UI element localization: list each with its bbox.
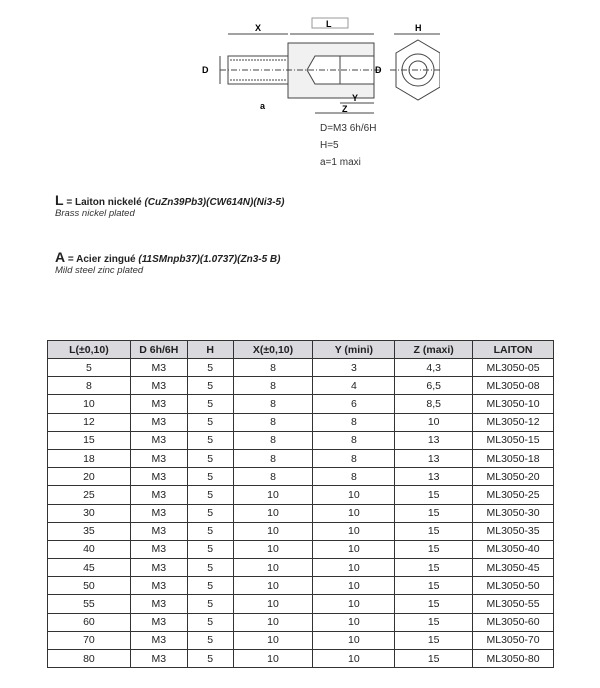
table-cell: ML3050-40 bbox=[473, 540, 554, 558]
table-cell: ML3050-50 bbox=[473, 577, 554, 595]
table-cell: M3 bbox=[130, 504, 187, 522]
table-cell: 8 bbox=[313, 468, 395, 486]
material-name: = Acier zingué bbox=[67, 254, 136, 265]
table-cell: 5 bbox=[187, 577, 233, 595]
table-cell: ML3050-70 bbox=[473, 631, 554, 649]
table-cell: M3 bbox=[130, 395, 187, 413]
table-row bbox=[48, 540, 554, 558]
column-header: Z (maxi) bbox=[395, 341, 473, 359]
table-row bbox=[48, 613, 554, 631]
table-cell: 5 bbox=[187, 559, 233, 577]
table-cell: 4 bbox=[313, 377, 395, 395]
table-cell: 10 bbox=[313, 650, 395, 668]
dim-x-label: X bbox=[255, 23, 262, 33]
table-cell: 8 bbox=[313, 413, 395, 431]
table-cell: 80 bbox=[48, 650, 131, 668]
table-cell: 8 bbox=[313, 449, 395, 467]
table-cell: 15 bbox=[395, 595, 473, 613]
table-cell: 25 bbox=[48, 486, 131, 504]
table-cell: 50 bbox=[48, 577, 131, 595]
table-cell: ML3050-45 bbox=[473, 559, 554, 577]
table-row bbox=[48, 449, 554, 467]
table-row bbox=[48, 468, 554, 486]
table-cell: M3 bbox=[130, 449, 187, 467]
table-cell: 5 bbox=[187, 449, 233, 467]
table-cell: 35 bbox=[48, 522, 131, 540]
table-row bbox=[48, 504, 554, 522]
table-cell: M3 bbox=[130, 577, 187, 595]
table-cell: 70 bbox=[48, 631, 131, 649]
table-cell: 15 bbox=[395, 504, 473, 522]
table-cell: M3 bbox=[130, 631, 187, 649]
table-cell: 5 bbox=[187, 540, 233, 558]
table-cell: M3 bbox=[130, 559, 187, 577]
table-cell: 5 bbox=[187, 504, 233, 522]
table-cell: 10 bbox=[313, 504, 395, 522]
table-cell: 5 bbox=[187, 631, 233, 649]
table-cell: ML3050-55 bbox=[473, 595, 554, 613]
table-row bbox=[48, 595, 554, 613]
spec-a: a=1 maxi bbox=[320, 157, 361, 168]
table-cell: 15 bbox=[395, 650, 473, 668]
table-cell: 10 bbox=[313, 577, 395, 595]
table-cell: ML3050-12 bbox=[473, 413, 554, 431]
table-cell: 45 bbox=[48, 559, 131, 577]
table-cell: 10 bbox=[233, 613, 313, 631]
table-cell: 10 bbox=[233, 522, 313, 540]
table-row bbox=[48, 395, 554, 413]
table-cell: M3 bbox=[130, 377, 187, 395]
material-brass bbox=[55, 192, 284, 219]
table-cell: 40 bbox=[48, 540, 131, 558]
dimensions-table bbox=[47, 340, 554, 668]
table-cell: ML3050-80 bbox=[473, 650, 554, 668]
table-cell: 10 bbox=[313, 559, 395, 577]
table-cell: 10 bbox=[233, 577, 313, 595]
table-cell: 13 bbox=[395, 449, 473, 467]
table-row bbox=[48, 650, 554, 668]
table-cell: ML3050-08 bbox=[473, 377, 554, 395]
table-cell: 10 bbox=[313, 522, 395, 540]
dim-z-label: Z bbox=[342, 104, 348, 114]
table-cell: 10 bbox=[233, 540, 313, 558]
column-header: Y (mini) bbox=[313, 341, 395, 359]
material-steel bbox=[55, 249, 280, 276]
table-cell: 30 bbox=[48, 504, 131, 522]
table-cell: 10 bbox=[233, 486, 313, 504]
table-cell: 8 bbox=[233, 359, 313, 377]
dim-a-label: a bbox=[260, 101, 266, 111]
table-cell: M3 bbox=[130, 359, 187, 377]
table-cell: M3 bbox=[130, 595, 187, 613]
table-cell: 60 bbox=[48, 613, 131, 631]
table-cell: 10 bbox=[313, 486, 395, 504]
column-header: H bbox=[187, 341, 233, 359]
table-cell: 8 bbox=[233, 468, 313, 486]
column-header: LAITON bbox=[473, 341, 554, 359]
table-cell: ML3050-20 bbox=[473, 468, 554, 486]
table-cell: 13 bbox=[395, 431, 473, 449]
table-cell: M3 bbox=[130, 613, 187, 631]
table-cell: 8 bbox=[233, 377, 313, 395]
table-header-row bbox=[48, 341, 554, 359]
table-row bbox=[48, 522, 554, 540]
table-cell: M3 bbox=[130, 650, 187, 668]
dim-d-label: D bbox=[202, 65, 209, 75]
dim-l-label: L bbox=[326, 19, 332, 29]
table-cell: ML3050-05 bbox=[473, 359, 554, 377]
table-cell: 8 bbox=[233, 449, 313, 467]
table-cell: 15 bbox=[395, 631, 473, 649]
table-cell: 10 bbox=[233, 504, 313, 522]
table-cell: 5 bbox=[187, 413, 233, 431]
table-cell: 5 bbox=[187, 468, 233, 486]
material-english: Brass nickel plated bbox=[55, 208, 135, 219]
table-cell: 10 bbox=[313, 613, 395, 631]
table-cell: 5 bbox=[187, 377, 233, 395]
table-cell: 8 bbox=[233, 413, 313, 431]
table-cell: 10 bbox=[233, 559, 313, 577]
table-row bbox=[48, 413, 554, 431]
spec-h: H=5 bbox=[320, 140, 339, 151]
table-cell: ML3050-15 bbox=[473, 431, 554, 449]
dim-h-label: H bbox=[415, 23, 422, 33]
table-cell: 6,5 bbox=[395, 377, 473, 395]
dim-y-label: Y bbox=[352, 93, 359, 103]
table-cell: 5 bbox=[48, 359, 131, 377]
table-cell: 5 bbox=[187, 359, 233, 377]
table-cell: M3 bbox=[130, 413, 187, 431]
column-header: D 6h/6H bbox=[130, 341, 187, 359]
table-cell: ML3050-35 bbox=[473, 522, 554, 540]
table-cell: 55 bbox=[48, 595, 131, 613]
table-cell: 20 bbox=[48, 468, 131, 486]
table-cell: 10 bbox=[233, 650, 313, 668]
material-code: L bbox=[55, 192, 64, 208]
table-cell: 10 bbox=[48, 395, 131, 413]
table-cell: M3 bbox=[130, 522, 187, 540]
table-row bbox=[48, 559, 554, 577]
table-row bbox=[48, 377, 554, 395]
table-cell: 15 bbox=[395, 613, 473, 631]
table-cell: 8 bbox=[233, 395, 313, 413]
table-cell: M3 bbox=[130, 540, 187, 558]
table-cell: 5 bbox=[187, 650, 233, 668]
table-cell: ML3050-18 bbox=[473, 449, 554, 467]
table-cell: 8,5 bbox=[395, 395, 473, 413]
standoff-technical-drawing bbox=[200, 8, 440, 118]
material-name: = Laiton nickelé bbox=[66, 197, 142, 208]
table-row bbox=[48, 631, 554, 649]
table-cell: 15 bbox=[395, 522, 473, 540]
material-english: Mild steel zinc plated bbox=[55, 265, 144, 276]
table-cell: 15 bbox=[395, 486, 473, 504]
table-cell: 6 bbox=[313, 395, 395, 413]
table-cell: 8 bbox=[233, 431, 313, 449]
table-cell: 13 bbox=[395, 468, 473, 486]
material-grades: (CuZn39Pb3)(CW614N)(Ni3-5) bbox=[144, 197, 285, 208]
table-row bbox=[48, 486, 554, 504]
table-cell: 10 bbox=[313, 540, 395, 558]
spec-d: D=M3 6h/6H bbox=[320, 123, 377, 134]
table-cell: 5 bbox=[187, 613, 233, 631]
dim-d-label-right: D bbox=[375, 65, 382, 75]
table-cell: ML3050-30 bbox=[473, 504, 554, 522]
table-cell: 5 bbox=[187, 395, 233, 413]
material-grades: (11SMnpb37)(1.0737)(Zn3-5 B) bbox=[138, 254, 281, 265]
table-row bbox=[48, 431, 554, 449]
table-cell: ML3050-60 bbox=[473, 613, 554, 631]
table-cell: 15 bbox=[48, 431, 131, 449]
table-cell: 8 bbox=[313, 431, 395, 449]
table-row bbox=[48, 359, 554, 377]
column-header: L(±0,10) bbox=[48, 341, 131, 359]
table-cell: M3 bbox=[130, 431, 187, 449]
column-header: X(±0,10) bbox=[233, 341, 313, 359]
table-cell: 3 bbox=[313, 359, 395, 377]
table-cell: 12 bbox=[48, 413, 131, 431]
table-cell: 10 bbox=[313, 631, 395, 649]
material-code: A bbox=[55, 249, 66, 265]
table-cell: 10 bbox=[233, 631, 313, 649]
table-cell: ML3050-25 bbox=[473, 486, 554, 504]
table-cell: 5 bbox=[187, 522, 233, 540]
table-cell: 5 bbox=[187, 486, 233, 504]
table-cell: 10 bbox=[313, 595, 395, 613]
table-cell: 8 bbox=[48, 377, 131, 395]
table-cell: 15 bbox=[395, 577, 473, 595]
table-cell: M3 bbox=[130, 468, 187, 486]
table-cell: 10 bbox=[395, 413, 473, 431]
table-cell: 5 bbox=[187, 595, 233, 613]
table-row bbox=[48, 577, 554, 595]
table-cell: 10 bbox=[233, 595, 313, 613]
table-cell: M3 bbox=[130, 486, 187, 504]
table-cell: 18 bbox=[48, 449, 131, 467]
table-cell: 5 bbox=[187, 431, 233, 449]
table-cell: 4,3 bbox=[395, 359, 473, 377]
table-cell: 15 bbox=[395, 540, 473, 558]
table-cell: ML3050-10 bbox=[473, 395, 554, 413]
table-cell: 15 bbox=[395, 559, 473, 577]
